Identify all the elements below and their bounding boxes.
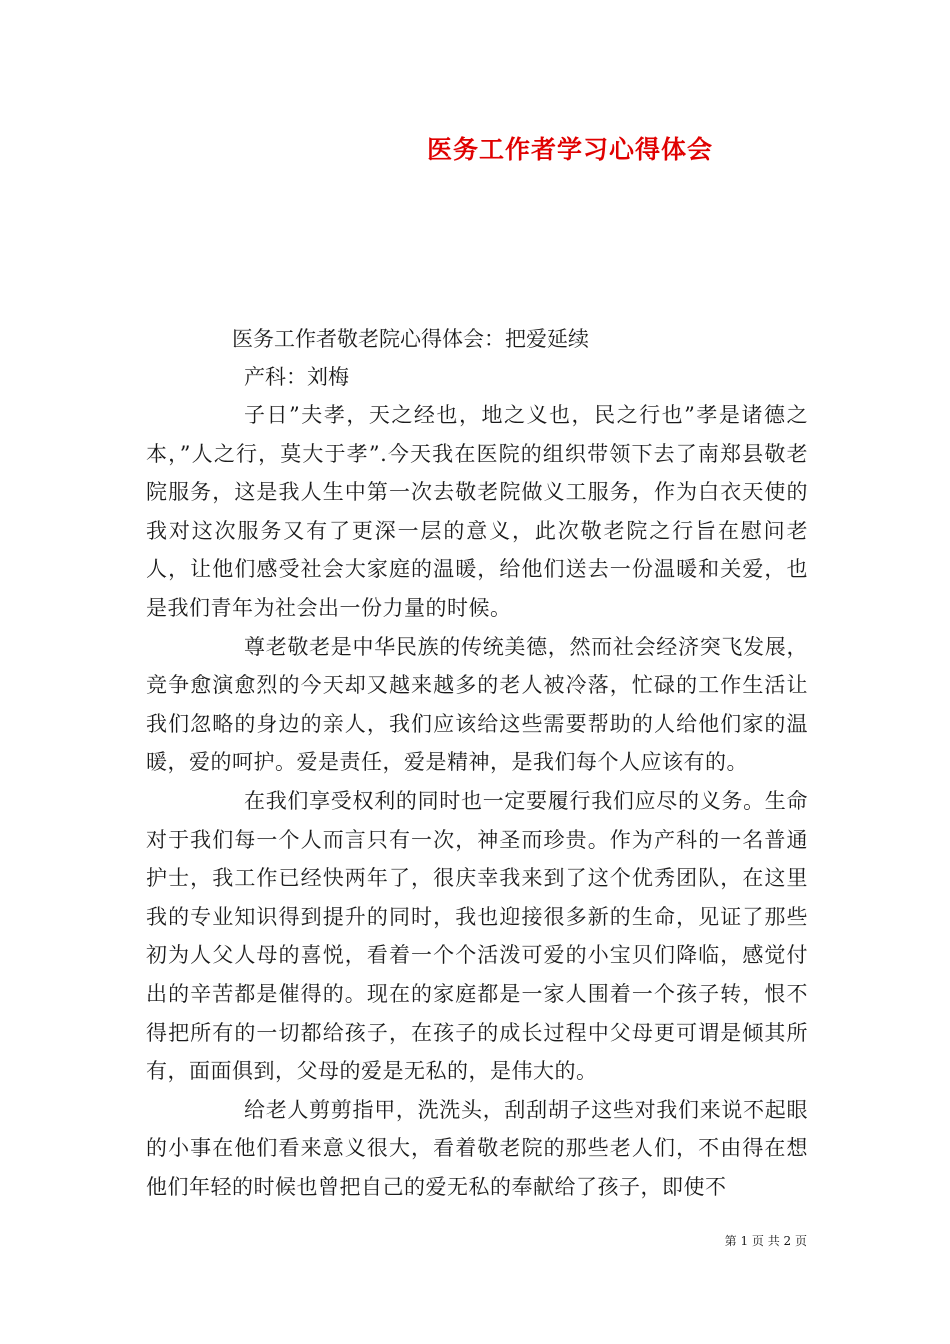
article-subtitle: 医务工作者敬老院心得体会：把爱延续 xyxy=(232,327,589,351)
paragraph: 给老人剪剪指甲，洗洗头，刮刮胡子这些对我们来说不起眼的小事在他们看来意义很大，看着敬老院的那些老人们，不由得在想他们年轻的时候也曾把自己的爱无私的奉献给了孩子，即使不 xyxy=(146,1097,808,1199)
paragraph: 子日”夫孝，天之经也，地之义也，民之行也”孝是诸德之本，”人之行，莫大于孝”.今天我在医院的组织带领下去了南郑县敬老院服务，这是我人生中第一次去敬老院做义工服务，作为白衣天使的我对这次服务又有了更深一层的意义，此次敬老院之行旨在慰问老人，让他们感受社会大家庭的温暖，给他们送去一份温暖和关爱，也是我们青年为社会出一份力量的时候。 xyxy=(146,403,808,620)
page-number-footer: 第 1 页 共 2 页 xyxy=(724,1234,807,1248)
document-title: 医务工作者学习心得体会 xyxy=(426,135,713,164)
paragraph: 尊老敬老是中华民族的传统美德，然而社会经济突飞发展，竞争愈演愈烈的今天却又越来越多的老人被冷落，忙碌的工作生活让我们忽略的身边的亲人，我们应该给这些需要帮助的人给他们家的温暖，爱的呵护。爱是责任，爱是精神，是我们每个人应该有的。 xyxy=(146,634,808,775)
article-author: 产科：刘梅 xyxy=(244,365,349,389)
paragraph: 在我们享受权利的同时也一定要履行我们应尽的义务。生命对于我们每一个人而言只有一次，神圣而珍贵。作为产科的一名普通护士，我工作已经快两年了，很庆幸我来到了这个优秀团队，在这里我的专业知识得到提升的同时，我也迎接很多新的生命，见证了那些初为人父人母的喜悦，看着一个个活泼可爱的小宝贝们降临，感觉付出的辛苦都是催得的。现在的家庭都是一家人围着一个孩子转，恨不得把所有的一切都给孩子，在孩子的成长过程中父母更可谓是倾其所有，面面俱到，父母的爱是无私的，是伟大的。 xyxy=(146,788,808,1084)
article-body xyxy=(146,396,808,1206)
